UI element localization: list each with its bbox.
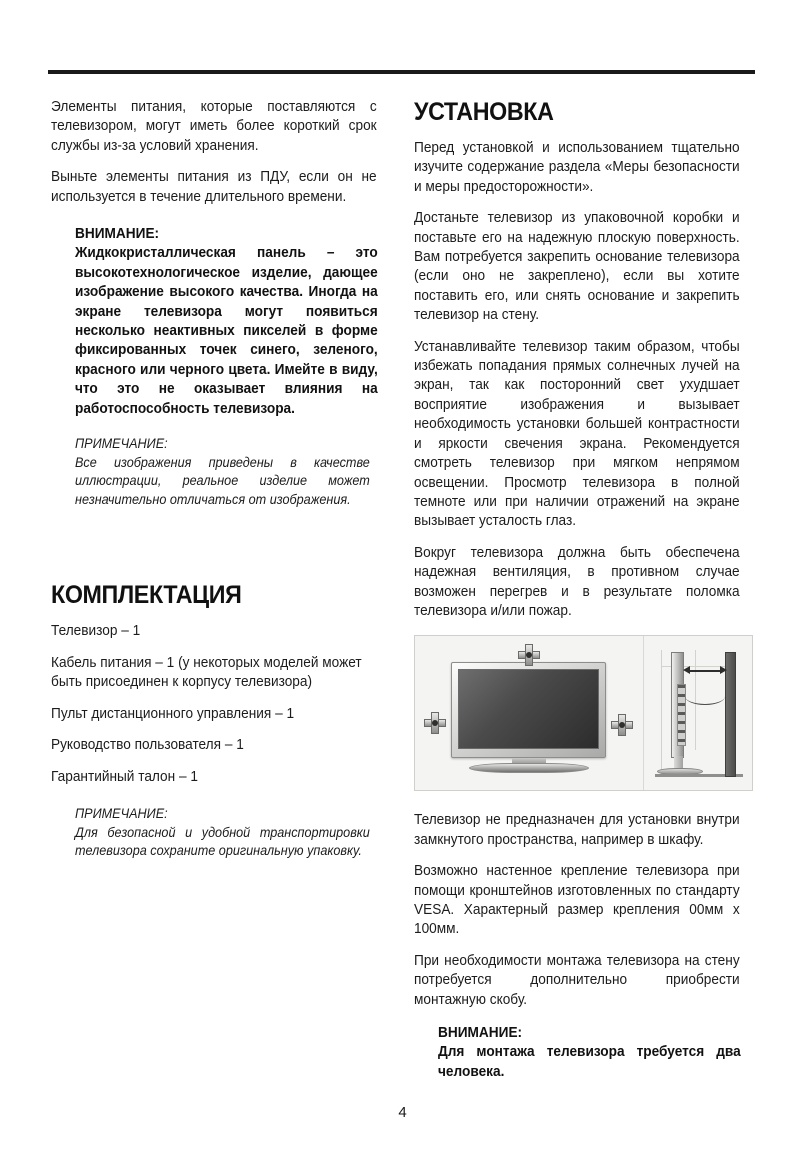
paragraph-avoid-sunlight: Устанавливайте телевизор таким образом, чтобы избежать попадания прямых солнечных лучей на экран, так как посторонний свет ухудшает восприятие изображения и вызывает необходимость установки большей контрастности и яркости свечения экрана. Рекомендуется смотреть телевизор при мягком непрямом освещении. Просмотр телевизора в полной темноте или при наличии отражений на экране вызывает усталость глаз. [414,338,740,530]
tv-bezel [451,662,606,758]
paragraph-read-safety: Перед установкой и использованием тщательно изучите содержание раздела «Меры безопасности и меры предосторожности». [414,140,740,195]
note-label: ПРИМЕЧАНИЕ: [75,436,168,452]
figure-tv-placement [414,635,753,791]
packaging-note-label: ПРИМЕЧАНИЕ: [75,805,168,821]
section-spacer [51,525,392,581]
note-block-packaging [75,805,392,861]
cable-curve [685,688,725,705]
paragraph-vesa-mount: Возможно настенное крепление телевизора при помощи кронштейнов изготовленных по стандарту VESA. Характерный размер крепления 00мм х 100мм. [414,863,740,938]
page-number: 4 [398,1104,407,1121]
package-item-tv: Телевизор – 1 [51,623,141,640]
package-item-manual: Руководство пользователя – 1 [51,737,244,754]
package-item-warranty: Гарантийный талон – 1 [51,768,198,785]
tv-front-view [451,662,606,758]
package-item-power-cable: Кабель питания – 1 (у некоторых моделей может быть присоединен к корпусу телевизора) [51,654,362,691]
tv-screen [458,669,599,749]
figure-divider [643,636,644,790]
page-columns [0,98,805,1098]
section-title-package: КОМПЛЕКТАЦИЯ [51,581,242,610]
paragraph-no-enclosed-space: Телевизор не предназначен для установки внутри замкнутого пространства, например в шкафу. [414,812,740,848]
warning-label: ВНИМАНИЕ: [75,226,160,243]
arrow-cross-icon-left [424,712,446,734]
note-text: Все изображения приведены в качестве иллюстрации, реальное изделие может незначительно отличаться от изображения. [75,454,370,507]
guide-line-vertical-left [661,650,662,774]
paragraph-remove-batteries: Выньте элементы питания из ПДУ, если он не используется в течение длительного времени. [51,169,377,205]
arrow-cross-icon-right [611,714,633,736]
install-warning-text: Для монтажа телевизора требуется два человека. [438,1044,741,1080]
paragraph-battery-storage: Элементы питания, которые поставляются с телевизором, могут иметь более короткий срок службы из-за условий хранения. [51,99,377,154]
package-item-remote: Пульт дистанционного управления – 1 [51,705,295,722]
tv-stand-base [469,763,589,773]
paragraph-mount-bracket: При необходимости монтажа телевизора на стену потребуется дополнительно приобрести монтажную скобу. [414,952,740,1008]
section-title-installation: УСТАНОВКА [414,98,554,126]
install-warning-label: ВНИМАНИЕ: [438,1025,523,1041]
left-column [51,98,392,877]
warning-block-lcd-panel [75,225,392,419]
right-column [414,98,755,1098]
header-rule [48,70,755,74]
note-block-images [75,435,392,509]
clearance-arrow-icon [683,666,727,675]
packaging-note-text: Для безопасной и удобной транспортировки телевизора сохраните оригинальную упаковку. [75,824,370,859]
paragraph-unpack-tv: Достаньте телевизор из упаковочной коробки и поставьте его на надежную плоскую поверхность. Вам потребуется закрепить основание телевизора (если оно не закреплено), если вы хотите поставить его, или снять основание и закрепить телевизор на стену. [414,210,740,324]
warning-text: Жидкокристаллическая панель – это высокотехнологическое изделие, дающее изображение высокого качества. Иногда на экране телевизора могут появиться несколько неактивных пикселей в форме фиксированных точек синего, зеленого, красного или черного цвета. Имейте в виду, что это не оказывает влияния на работоспособность телевизора. [75,245,378,417]
warning-block-two-people [438,1024,755,1082]
paragraph-ventilation: Вокруг телевизора должна быть обеспечена надежная вентиляция, в противном случае возможен перегрев и в результате поломка телевизора и/или пожар. [414,544,740,619]
arrow-cross-icon-top [518,644,540,666]
tv-side-view [655,650,743,778]
